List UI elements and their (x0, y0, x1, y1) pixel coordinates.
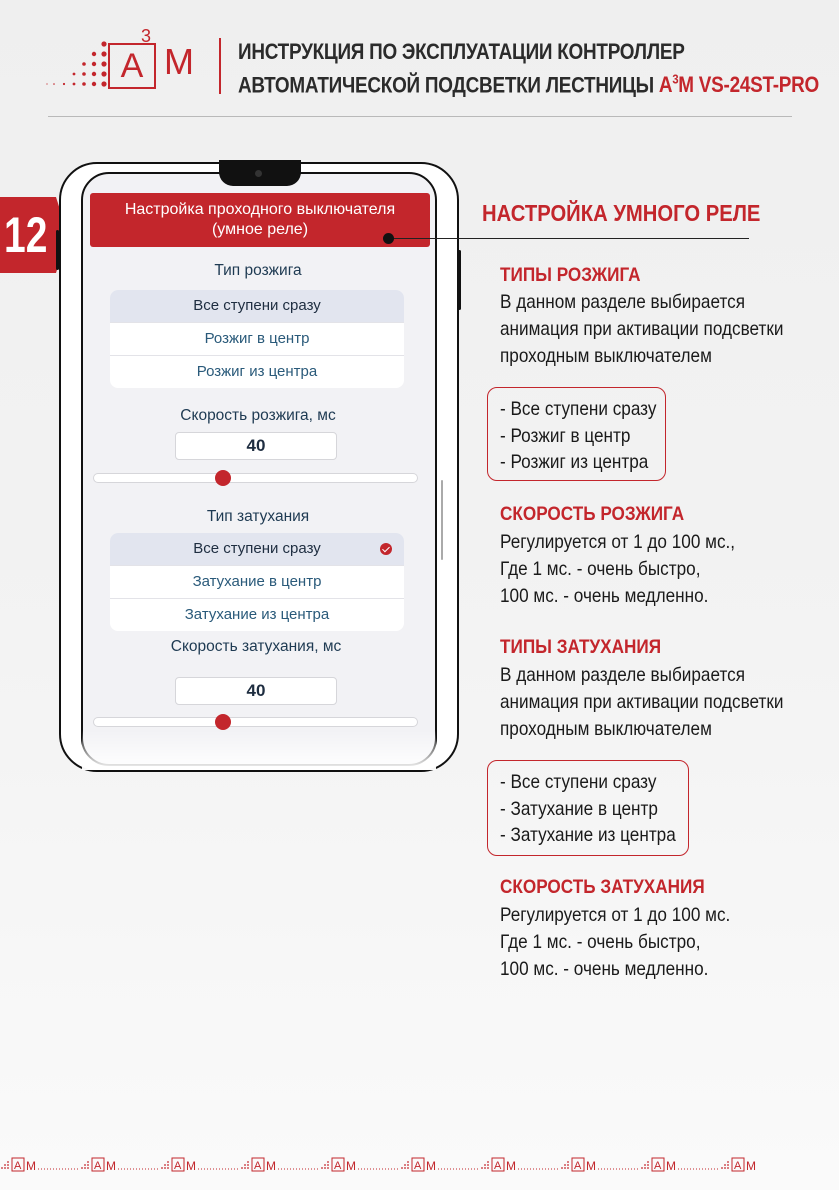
text-line: проходным выключателем (500, 718, 712, 740)
ignition-option-from-center[interactable]: Розжиг из центра (110, 355, 404, 388)
callout-line (389, 238, 749, 239)
svg-text:А: А (254, 1160, 262, 1172)
ignition-option-all[interactable]: Все ступени сразу (110, 290, 404, 322)
text-line: В данном разделе выбирается (500, 291, 745, 313)
fade-option-all[interactable] (110, 533, 404, 565)
ignition-types-heading: ТИПЫ РОЗЖИГА (500, 264, 641, 286)
callout-dot (383, 233, 394, 244)
title-line-2 (238, 66, 819, 99)
svg-text:М: М (346, 1159, 356, 1173)
svg-text:М: М (426, 1159, 436, 1173)
footer-logo (1, 1158, 36, 1173)
svg-text:А: А (734, 1160, 742, 1172)
app-title-line-2: (умное реле) (211, 221, 309, 238)
ignition-type-label: Тип розжига (214, 262, 302, 279)
text-line: Регулируется от 1 до 100 мс. (500, 904, 731, 926)
svg-text:А: А (574, 1160, 582, 1172)
footer-logo (198, 1158, 276, 1173)
fade-option-to-center[interactable]: Затухание в центр (110, 565, 404, 598)
text-line: Где 1 мс. - очень быстро, (500, 558, 701, 580)
main-heading: НАСТРОЙКА УМНОГО РЕЛЕ (482, 200, 761, 226)
svg-text:М: М (186, 1159, 196, 1173)
title-line-2-text: АВТОМАТИЧЕСКОЙ ПОДСВЕТКИ ЛЕСТНИЦЫ (238, 72, 659, 98)
fade-type-list (110, 533, 404, 631)
brand-sup: 3 (672, 72, 679, 87)
fade-speed-slider-thumb[interactable] (215, 714, 231, 730)
checkmark-icon (380, 543, 392, 555)
phone-bottom-fade (82, 730, 436, 770)
ignition-speed-slider-thumb[interactable] (215, 470, 231, 486)
svg-text:А: А (414, 1160, 422, 1172)
svg-text:А: А (494, 1160, 502, 1172)
svg-text:М: М (506, 1159, 516, 1173)
footer-logo (518, 1158, 596, 1173)
ignition-speed-label: Скорость розжига, мс (180, 407, 336, 424)
ignition-speed-text (500, 529, 735, 610)
svg-text:А: А (334, 1160, 342, 1172)
footer-logo (118, 1158, 196, 1173)
step-number: 12 (4, 207, 48, 263)
ignition-option-to-center[interactable]: Розжиг в центр (110, 322, 404, 355)
logo-letter-m: М (164, 41, 194, 82)
ignition-options-list (500, 396, 656, 476)
logo-letter-a: А (120, 47, 144, 85)
svg-text:А: А (174, 1160, 182, 1172)
brand-model: М VS-24ST-PRO (678, 72, 819, 98)
footer-logo (438, 1158, 516, 1173)
svg-text:А: А (94, 1160, 102, 1172)
svg-text:М: М (666, 1159, 676, 1173)
page-title (238, 38, 819, 99)
list-item: - Все ступени сразу (500, 398, 657, 420)
app-header (90, 193, 430, 247)
logo-letter-box (108, 43, 156, 89)
svg-text:А: А (14, 1160, 22, 1172)
fade-type-label: Тип затухания (206, 508, 310, 525)
app-title-line-1: Настройка проходного выключателя (124, 201, 396, 218)
svg-text:А: А (654, 1160, 662, 1172)
fade-speed-slider[interactable] (93, 717, 418, 727)
svg-text:М: М (26, 1159, 36, 1173)
footer-logo (678, 1158, 756, 1173)
fade-speed-text (500, 902, 730, 983)
text-line: 100 мс. - очень медленно. (500, 585, 709, 607)
text-line: Регулируется от 1 до 100 мс., (500, 531, 736, 553)
text-line: В данном разделе выбирается (500, 664, 745, 686)
fade-types-text (500, 662, 783, 743)
fade-speed-input[interactable]: 40 (175, 677, 337, 705)
title-brand (659, 72, 819, 97)
svg-text:М: М (266, 1159, 276, 1173)
brand-a: А (658, 72, 673, 98)
footer-logo (38, 1158, 116, 1173)
svg-text:М: М (586, 1159, 596, 1173)
text-line: анимация при активации подсветки (500, 318, 784, 340)
ignition-speed-slider[interactable] (93, 473, 418, 483)
fade-speed-heading: СКОРОСТЬ ЗАТУХАНИЯ (500, 876, 705, 898)
list-item: - Затухание из центра (500, 824, 676, 846)
scrollbar[interactable] (441, 480, 443, 560)
fade-options-list (500, 769, 676, 849)
fade-speed-label: Скорость затухания, мс (170, 638, 342, 655)
title-line-1: ИНСТРУКЦИЯ ПО ЭКСПЛУАТАЦИИ КОНТРОЛЛЕР (238, 39, 685, 64)
list-item: - Розжиг в центр (500, 424, 631, 447)
logo-dots-graphic (44, 38, 110, 94)
footer-logo-strip (0, 1150, 839, 1180)
ignition-speed-heading: СКОРОСТЬ РОЗЖИГА (500, 503, 685, 525)
fade-option-all-label: Все ступени сразу (193, 540, 321, 557)
text-line: проходным выключателем (500, 345, 712, 367)
ignition-speed-input[interactable]: 40 (175, 432, 337, 460)
text-line: 100 мс. - очень медленно. (500, 958, 709, 980)
footer-logo (358, 1158, 436, 1173)
list-item: - Розжиг из центра (500, 451, 649, 473)
svg-text:М: М (106, 1159, 116, 1173)
header-divider (219, 38, 221, 94)
footer-logo (598, 1158, 676, 1173)
header-rule (48, 116, 792, 117)
fade-types-heading: ТИПЫ ЗАТУХАНИЯ (500, 636, 662, 658)
list-item: - Все ступени сразу (500, 771, 657, 793)
footer-logo (278, 1158, 356, 1173)
list-item: - Затухание в центр (500, 797, 658, 820)
text-line: анимация при активации подсветки (500, 691, 784, 713)
camera-icon (255, 170, 262, 177)
svg-text:М: М (746, 1159, 756, 1173)
ignition-type-list (110, 290, 404, 388)
fade-option-from-center[interactable]: Затухание из центра (110, 598, 404, 631)
text-line: Где 1 мс. - очень быстро, (500, 931, 701, 953)
logo-superscript: 3 (141, 26, 152, 46)
ignition-types-text (500, 289, 783, 370)
